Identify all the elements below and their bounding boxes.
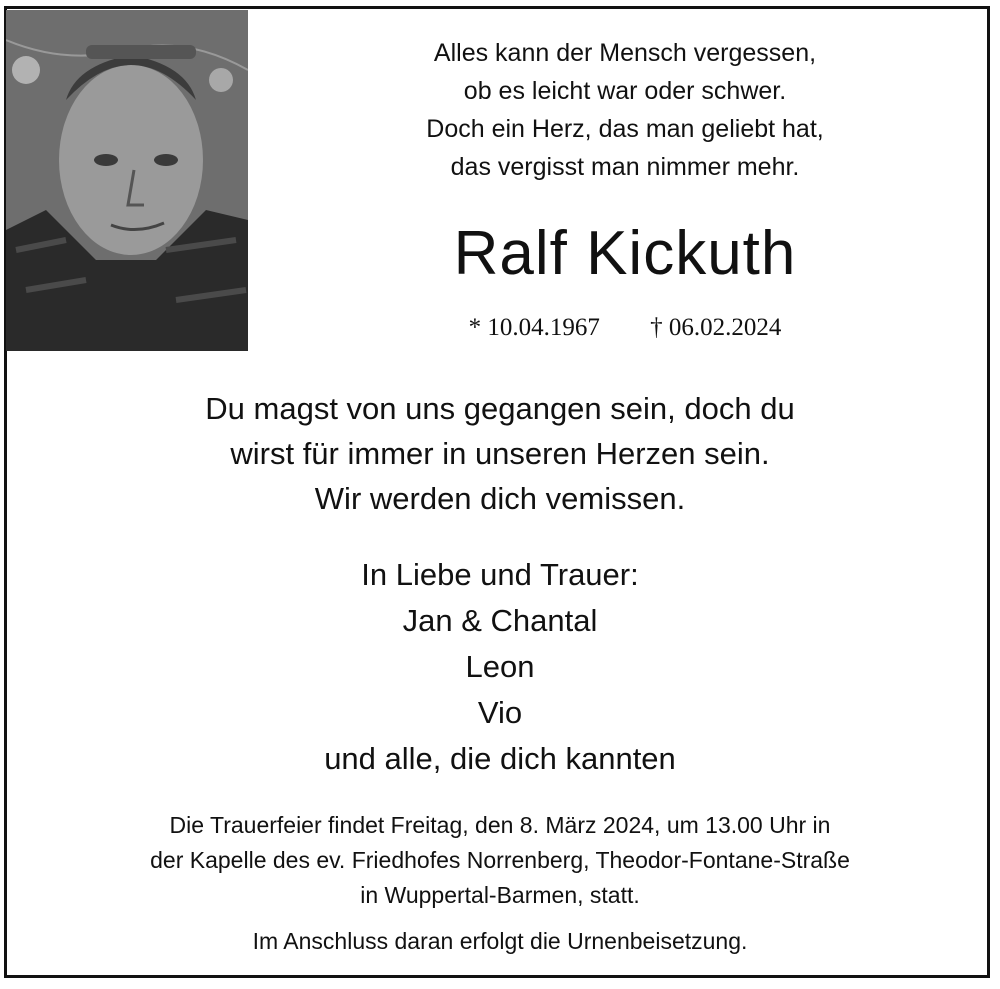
ceremony-info: [40, 808, 960, 913]
mourner-name: Leon: [465, 649, 535, 684]
poem-line: Doch ein Herz, das man geliebt hat,: [426, 115, 824, 143]
closing-note: Im Anschluss daran erfolgt die Urnenbeisetzung.: [252, 928, 748, 954]
mourner-name: und alle, die dich kannten: [324, 741, 676, 776]
death-date: † 06.02.2024: [650, 314, 782, 341]
ceremony-line: der Kapelle des ev. Friedhofes Norrenberg, Theodor-Fontane-Straße: [150, 847, 850, 873]
portrait-illustration: [6, 10, 248, 351]
deceased-name: Ralf Kickuth: [453, 219, 797, 288]
poem-line: das vergisst man nimmer mehr.: [450, 153, 800, 181]
farewell-message: [40, 386, 960, 521]
poem: [300, 34, 950, 186]
mourners-list: [40, 552, 960, 782]
message-line: Wir werden dich vemissen.: [314, 481, 686, 516]
ceremony-line: Die Trauerfeier findet Freitag, den 8. März 2024, um 13.00 Uhr in: [169, 812, 831, 838]
message-line: Du magst von uns gegangen sein, doch du: [205, 391, 795, 426]
life-dates: [300, 310, 950, 346]
poem-line: Alles kann der Mensch vergessen,: [433, 39, 817, 67]
message-line: wirst für immer in unseren Herzen sein.: [230, 436, 770, 471]
mourner-name: Jan & Chantal: [402, 603, 598, 638]
ceremony-line: in Wuppertal-Barmen, statt.: [360, 882, 640, 908]
birth-date: * 10.04.1967: [468, 314, 600, 341]
poem-line: ob es leicht war oder schwer.: [463, 77, 787, 105]
mourners-heading: In Liebe und Trauer:: [361, 557, 639, 592]
mourner-name: Vio: [477, 695, 523, 730]
portrait-photo: [6, 10, 248, 351]
